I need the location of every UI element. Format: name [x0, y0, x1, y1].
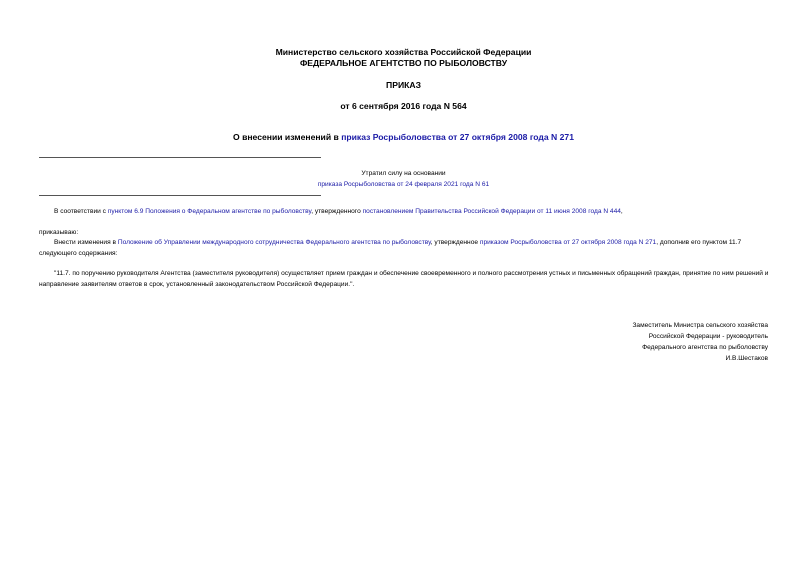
- divider-top: [39, 157, 321, 158]
- signatory-title-line-3: Федерального агентства по рыболовству: [642, 344, 768, 351]
- original-order-link[interactable]: приказом Росрыболовства от 27 октября 2008 года N 271: [479, 239, 657, 246]
- agency-heading: ФЕДЕРАЛЬНОЕ АГЕНТСТВО ПО РЫБОЛОВСТВУ: [299, 58, 508, 68]
- subject-order-link[interactable]: приказ Росрыболовства от 27 октября 2008 года N 271: [341, 132, 574, 142]
- paragraph-amendment: Внести изменения в Положение об Управлении международного сотрудничества Федерального агентства по рыболовству, утвержденное приказом Росрыболовства от 27 октября 2008 года N 271, дополнив его пунктом 11.7 следующего содержания:: [39, 239, 742, 257]
- subject-prefix: О внесении изменений в: [233, 132, 342, 142]
- document-type: ПРИКАЗ: [386, 80, 421, 90]
- document-subject: [0, 132, 807, 142]
- order-word: приказываю:: [39, 229, 79, 236]
- paragraph-basis: В соответствии с пунктом 6.9 Положения о Федеральном агентстве по рыболовству, утвержденного постановлением Правительства Российской Федерации от 11 июня 2008 года N 444,: [54, 208, 623, 215]
- quoted-clause: "11.7. по поручению руководителя Агентства (заместителя руководителя) осуществляет прием граждан и обеспечение своевременного и полного рассмотрения устных и письменных обращений граждан, принятие по ним решений и направление заявителям ответов в срок, установленный законодательством Российской Федерации.".: [39, 270, 769, 288]
- regulation-link[interactable]: пунктом 6.9 Положения о Федеральном агентстве по рыболовству: [107, 208, 312, 215]
- status-repeal-link[interactable]: приказа Росрыболовства от 24 февраля 2021 года N 61: [317, 181, 490, 188]
- status-note: Утратил силу на основании: [361, 170, 446, 177]
- document-date-number: от 6 сентября 2016 года N 564: [340, 101, 467, 111]
- government-decree-link[interactable]: постановлением Правительства Российской Федерации от 11 июня 2008 года N 444: [362, 208, 621, 215]
- department-regulation-link[interactable]: Положение об Управлении международного сотрудничества Федерального агентства по рыболовству: [117, 239, 431, 246]
- divider-bottom: [39, 195, 321, 196]
- signatory-title-line-1: Заместитель Министра сельского хозяйства: [632, 322, 768, 329]
- signatory-title-line-2: Российской Федерации - руководитель: [648, 333, 768, 340]
- signatory-name: И.В.Шестаков: [725, 355, 768, 362]
- ministry-heading: Министерство сельского хозяйства Российской Федерации: [275, 47, 532, 57]
